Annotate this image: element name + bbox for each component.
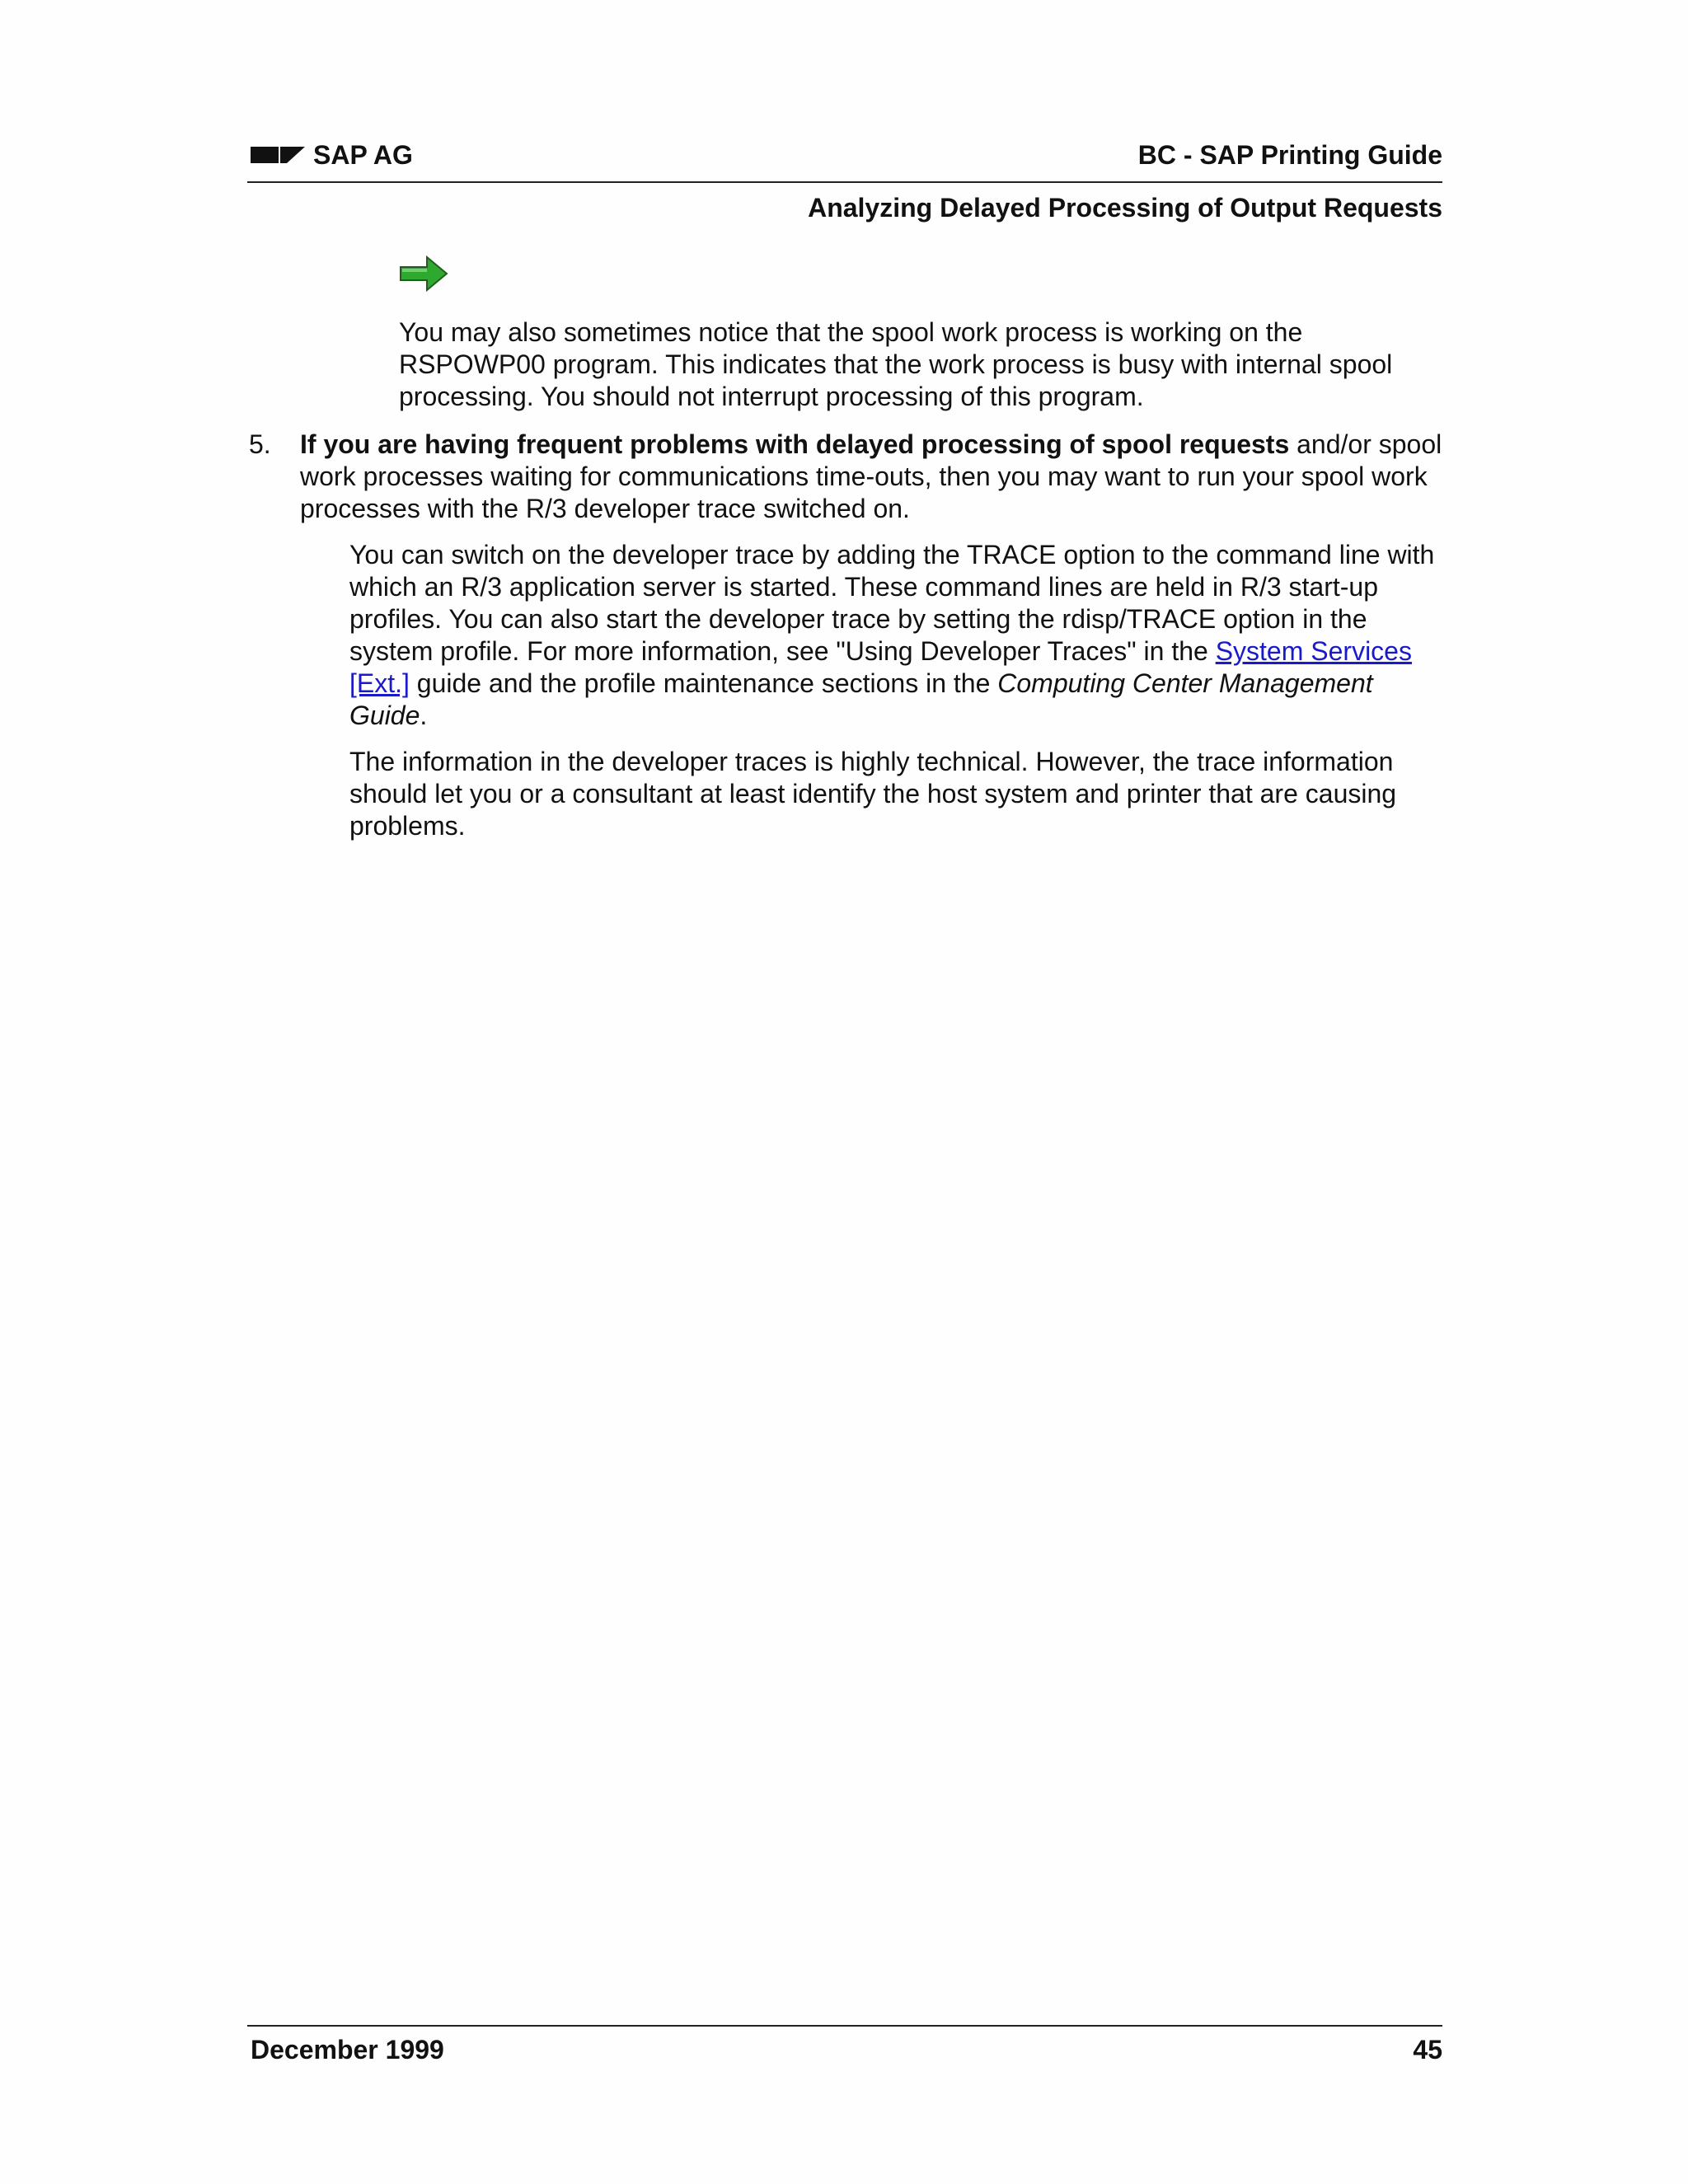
note-text: You may also sometimes notice that the spool work process is working on the RSPOWP00 program. This indicates that the work process is busy with internal spool processing. You should not interrupt processing of this program. [399,317,1393,411]
para1-text: You can switch on the developer trace by adding the TRACE option to the command line with which an R/3 application server is started. These command lines are held in R/3 start-up profiles. You can also start the developer trace by setting the rdisp/TRACE option in the system profile. For more information, see "Using Developer Traces" in the [349,540,1435,666]
page-number: 45 [1413,2035,1442,2064]
company-name: SAP AG [313,140,413,170]
company-logo [251,138,413,171]
para1-text-after-link: guide and the profile maintenance sections in the [409,668,998,698]
page-footer [247,2025,1442,2074]
step-5-bold-text: If you are having frequent problems with delayed processing of spool requests [300,429,1290,459]
footer-date: December 1999 [251,2035,444,2064]
sap-logo-icon [251,145,305,165]
step-number: 5. [249,429,271,459]
para1-text-end: . [420,701,428,730]
step-5-text [300,429,1446,525]
section-title: Analyzing Delayed Processing of Output Requests [808,193,1442,223]
page-header [247,132,1442,183]
step-5-rest-text: and/or spool work processes waiting for communications time-outs, then you may want to run your spool work processes with the R/3 developer trace switched on. [300,429,1442,523]
ccm-guide-title: Computing Center Management Guide [349,668,1373,730]
trace-info-paragraph: The information in the developer traces is highly technical. However, the trace information should let you or a consultant at least identify the host system and printer that are causing problems. [349,747,1397,841]
developer-trace-paragraph [349,539,1446,732]
system-services-link[interactable]: System Services [Ext.] [349,636,1412,698]
green-arrow-icon [399,254,450,293]
document-title: BC - SAP Printing Guide [1137,140,1442,170]
